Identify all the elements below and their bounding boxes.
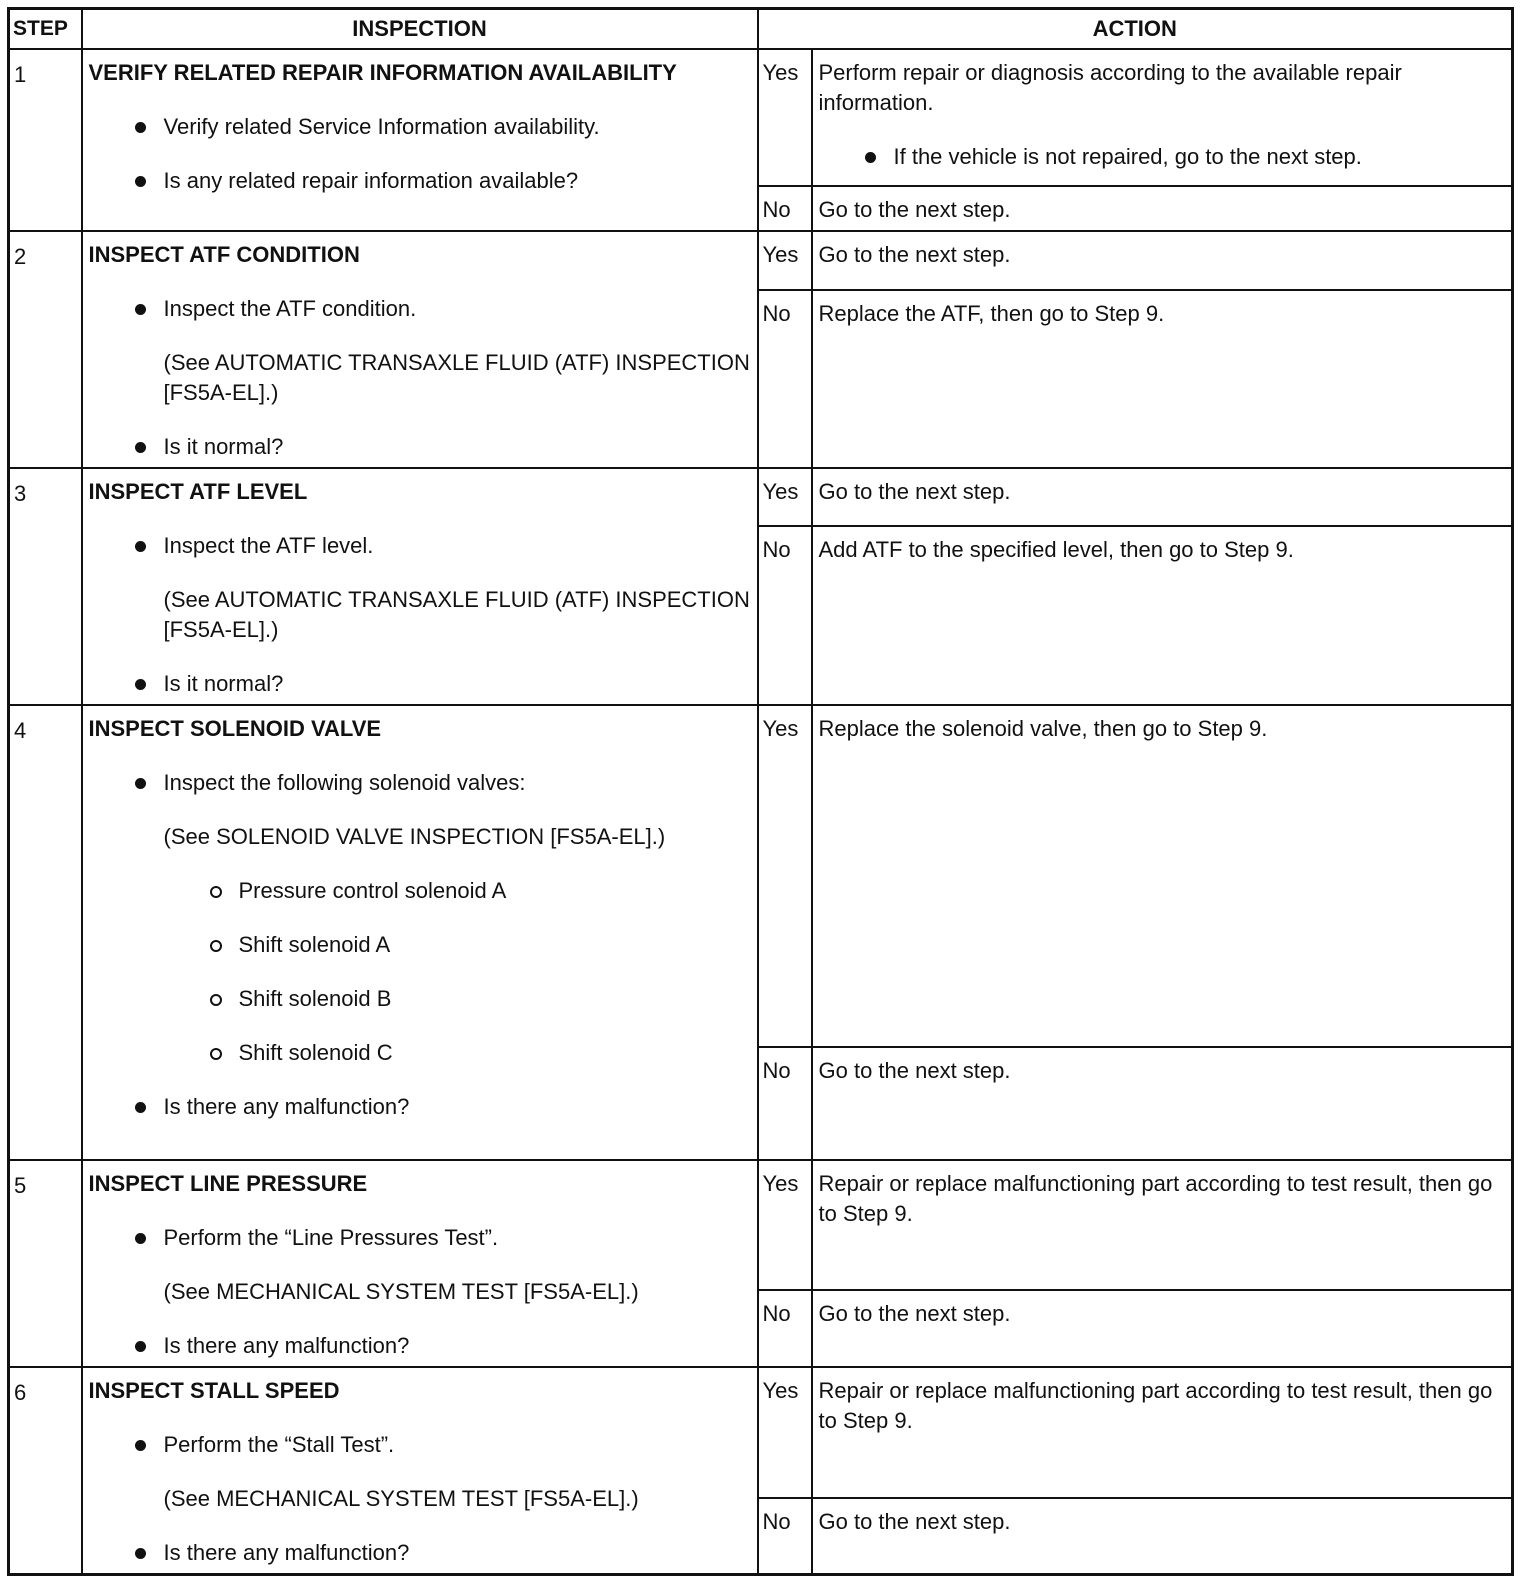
reference-text: (See AUTOMATIC TRANSAXLE FLUID (ATF) INSPECTION [FS5A-EL].) xyxy=(163,350,750,406)
no-label: No xyxy=(758,1498,812,1575)
bullet-item: Inspect the ATF level. xyxy=(89,531,751,561)
sub-bullet-item: Pressure control solenoid A xyxy=(89,876,751,906)
bullet-item: Is any related repair information available? xyxy=(89,166,751,196)
step-number: 4 xyxy=(9,705,82,1160)
reference-text: (See MECHANICAL SYSTEM TEST [FS5A-EL].) xyxy=(163,1278,639,1304)
inspection-cell xyxy=(82,705,758,1160)
no-action-text: Go to the next step. xyxy=(812,1047,1513,1160)
table-row xyxy=(9,468,1513,526)
yes-action-cell xyxy=(812,49,1513,186)
no-action-text: Replace the ATF, then go to Step 9. xyxy=(812,290,1513,468)
reference-text: (See MECHANICAL SYSTEM TEST [FS5A-EL].) xyxy=(163,1486,639,1512)
inspection-cell xyxy=(82,468,758,705)
yes-label: Yes xyxy=(758,1160,812,1290)
bullet-item: Verify related Service Information availability. xyxy=(89,112,751,142)
no-label: No xyxy=(758,1047,812,1160)
inspection-cell xyxy=(82,231,758,468)
yes-label: Yes xyxy=(758,468,812,526)
no-label: No xyxy=(758,186,812,231)
yes-label: Yes xyxy=(758,231,812,289)
no-label: No xyxy=(758,290,812,468)
header-row xyxy=(9,9,1513,50)
bullet-item: Is there any malfunction? xyxy=(89,1092,751,1122)
bullet-item: Is it normal? xyxy=(89,669,751,699)
no-action-text: Go to the next step. xyxy=(812,1290,1513,1368)
sub-bullet-item: Shift solenoid A xyxy=(89,930,751,960)
action-column-header: ACTION xyxy=(758,9,1513,50)
no-label: No xyxy=(758,526,812,704)
table-row xyxy=(9,1160,1513,1290)
table-row xyxy=(9,705,1513,1047)
inspection-column-header: INSPECTION xyxy=(82,9,758,50)
reference-text: (See SOLENOID VALVE INSPECTION [FS5A-EL].) xyxy=(163,823,666,849)
yes-action-text: Go to the next step. xyxy=(812,468,1513,526)
step-title: VERIFY RELATED REPAIR INFORMATION AVAILABILITY xyxy=(88,60,677,86)
sub-bullet-item: Shift solenoid C xyxy=(89,1038,751,1068)
step-number: 3 xyxy=(9,468,82,705)
bullet-item: Perform the “Line Pressures Test”. xyxy=(89,1223,751,1253)
yes-action-text: Repair or replace malfunctioning part according to test result, then go to Step 9. xyxy=(812,1160,1513,1290)
action-bullet: If the vehicle is not repaired, go to the next step. xyxy=(819,142,1506,172)
no-action-text: Go to the next step. xyxy=(812,186,1513,231)
step-number: 5 xyxy=(9,1160,82,1367)
step-column-header: STEP xyxy=(9,9,82,50)
step-title: INSPECT ATF LEVEL xyxy=(88,479,308,505)
inspection-cell xyxy=(82,49,758,231)
step-title: INSPECT ATF CONDITION xyxy=(88,242,360,268)
yes-action-text: Perform repair or diagnosis according to the available repair information. xyxy=(818,60,1402,116)
reference-text: (See AUTOMATIC TRANSAXLE FLUID (ATF) INSPECTION [FS5A-EL].) xyxy=(163,587,750,643)
no-action-text: Add ATF to the specified level, then go to Step 9. xyxy=(812,526,1513,704)
step-title: INSPECT LINE PRESSURE xyxy=(88,1170,368,1196)
yes-action-text: Repair or replace malfunctioning part according to test result, then go to Step 9. xyxy=(812,1367,1513,1498)
step-number: 1 xyxy=(9,49,82,231)
bullet-item: Inspect the following solenoid valves: xyxy=(89,768,751,798)
diagnostic-table xyxy=(7,7,1514,1576)
table-row xyxy=(9,1367,1513,1498)
sub-bullet-item: Shift solenoid B xyxy=(89,984,751,1014)
step-title: INSPECT STALL SPEED xyxy=(88,1378,340,1404)
yes-action-text: Go to the next step. xyxy=(812,231,1513,289)
step-title: INSPECT SOLENOID VALVE xyxy=(88,715,382,741)
table-row xyxy=(9,49,1513,186)
diagnostic-procedure-page xyxy=(7,7,1511,1576)
yes-action-text: Replace the solenoid valve, then go to Step 9. xyxy=(812,705,1513,1047)
inspection-cell xyxy=(82,1367,758,1574)
yes-label: Yes xyxy=(758,705,812,1047)
no-label: No xyxy=(758,1290,812,1368)
table-row xyxy=(9,231,1513,289)
bullet-item: Inspect the ATF condition. xyxy=(89,294,751,324)
yes-label: Yes xyxy=(758,49,812,186)
bullet-item: Is there any malfunction? xyxy=(89,1538,751,1568)
bullet-item: Is there any malfunction? xyxy=(89,1331,751,1361)
inspection-cell xyxy=(82,1160,758,1367)
bullet-item: Is it normal? xyxy=(89,432,751,462)
step-number: 2 xyxy=(9,231,82,468)
bullet-item: Perform the “Stall Test”. xyxy=(89,1430,751,1460)
yes-label: Yes xyxy=(758,1367,812,1498)
step-number: 6 xyxy=(9,1367,82,1574)
no-action-text: Go to the next step. xyxy=(812,1498,1513,1575)
